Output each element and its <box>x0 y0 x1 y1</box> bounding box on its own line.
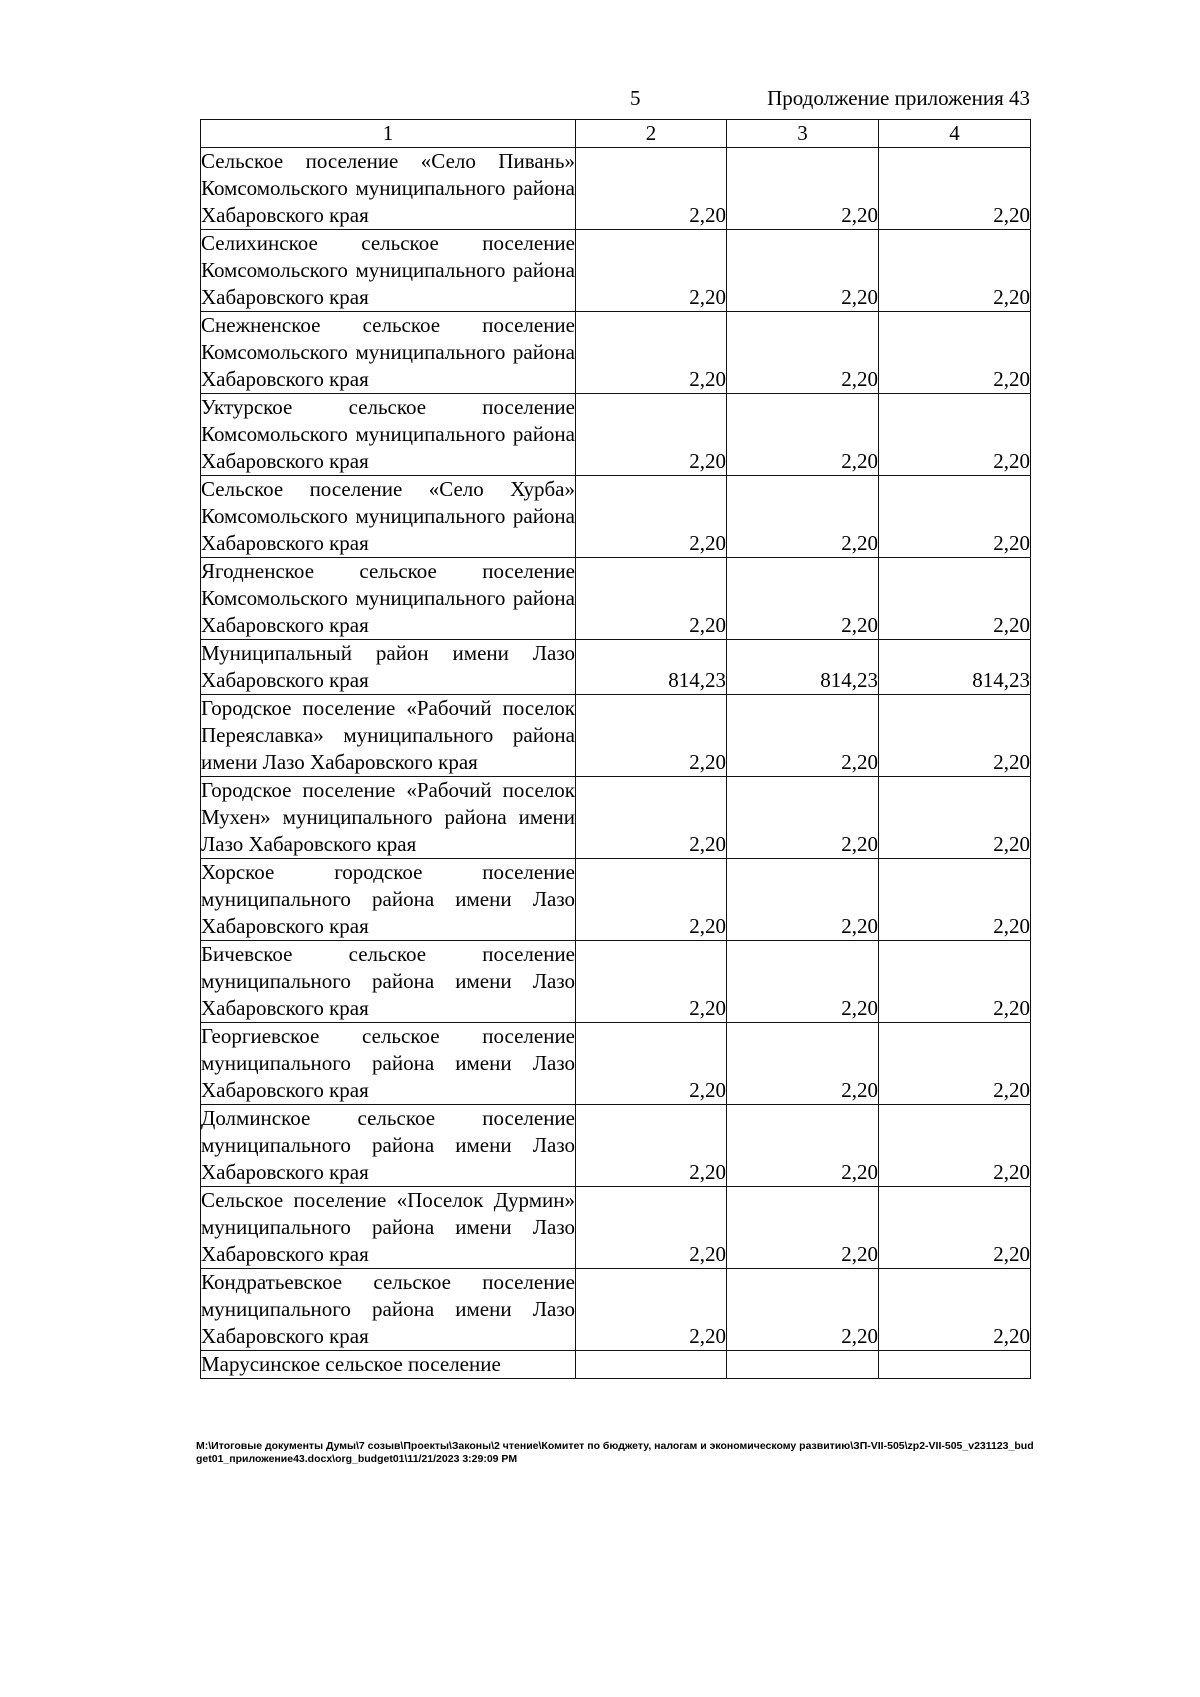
municipality-name: Муниципальный район имени Лазо Хабаровского края <box>201 640 576 695</box>
table-row <box>201 941 1031 1023</box>
value-col-3: 2,20 <box>727 148 879 230</box>
value-col-4: 2,20 <box>879 1023 1031 1105</box>
municipality-name: Долминское сельское поселение муниципального района имени Лазо Хабаровского края <box>201 1105 576 1187</box>
value-col-2: 2,20 <box>576 312 727 394</box>
appendix-table <box>200 119 1031 1379</box>
page-header <box>200 84 1030 112</box>
column-header-4: 4 <box>879 120 1031 148</box>
value-col-2: 2,20 <box>576 1269 727 1351</box>
table-row <box>201 476 1031 558</box>
value-col-3 <box>727 1351 879 1379</box>
value-col-2: 2,20 <box>576 1023 727 1105</box>
table-row <box>201 1351 1031 1379</box>
table-row <box>201 695 1031 777</box>
value-col-4: 2,20 <box>879 1105 1031 1187</box>
table-row <box>201 558 1031 640</box>
table-row <box>201 148 1031 230</box>
value-col-4: 2,20 <box>879 1187 1031 1269</box>
value-col-4: 2,20 <box>879 476 1031 558</box>
value-col-3: 2,20 <box>727 777 879 859</box>
value-col-2: 2,20 <box>576 859 727 941</box>
column-header-3: 3 <box>727 120 879 148</box>
continuation-title: Продолжение приложения 43 <box>767 86 1030 110</box>
municipality-name: Уктурское сельское поселение Комсомольского муниципального района Хабаровского края <box>201 394 576 476</box>
value-col-4: 2,20 <box>879 558 1031 640</box>
table-row <box>201 1269 1031 1351</box>
value-col-3: 2,20 <box>727 1105 879 1187</box>
table-row <box>201 312 1031 394</box>
page-number: 5 <box>630 86 641 110</box>
value-col-3: 2,20 <box>727 558 879 640</box>
value-col-3: 2,20 <box>727 941 879 1023</box>
table-row <box>201 640 1031 695</box>
value-col-4: 2,20 <box>879 148 1031 230</box>
municipality-name: Сельское поселение «Поселок Дурмин» муниципального района имени Лазо Хабаровского края <box>201 1187 576 1269</box>
value-col-2: 2,20 <box>576 558 727 640</box>
value-col-2: 2,20 <box>576 1187 727 1269</box>
municipality-name: Селихинское сельское поселение Комсомольского муниципального района Хабаровского края <box>201 230 576 312</box>
value-col-3: 2,20 <box>727 230 879 312</box>
table-row <box>201 230 1031 312</box>
value-col-4: 2,20 <box>879 695 1031 777</box>
value-col-2: 2,20 <box>576 230 727 312</box>
value-col-2 <box>576 1351 727 1379</box>
value-col-3: 2,20 <box>727 1187 879 1269</box>
municipality-name: Кондратьевское сельское поселение муниципального района имени Лазо Хабаровского края <box>201 1269 576 1351</box>
value-col-2: 2,20 <box>576 941 727 1023</box>
table-body <box>201 148 1031 1379</box>
value-col-3: 2,20 <box>727 859 879 941</box>
value-col-3: 2,20 <box>727 312 879 394</box>
municipality-name: Марусинское сельское поселение <box>201 1351 576 1379</box>
value-col-2: 2,20 <box>576 695 727 777</box>
column-header-2: 2 <box>576 120 727 148</box>
column-header-1: 1 <box>201 120 576 148</box>
municipality-name: Городское поселение «Рабочий поселок Мухен» муниципального района имени Лазо Хабаровского края <box>201 777 576 859</box>
municipality-name: Сельское поселение «Село Пивань» Комсомольского муниципального района Хабаровского края <box>201 148 576 230</box>
value-col-3: 2,20 <box>727 695 879 777</box>
table-row <box>201 777 1031 859</box>
value-col-3: 2,20 <box>727 394 879 476</box>
value-col-2: 2,20 <box>576 394 727 476</box>
municipality-name: Георгиевское сельское поселение муниципального района имени Лазо Хабаровского края <box>201 1023 576 1105</box>
municipality-name: Снежненское сельское поселение Комсомольского муниципального района Хабаровского края <box>201 312 576 394</box>
value-col-3: 2,20 <box>727 1023 879 1105</box>
document-file-path: M:\Итоговые документы Думы\7 созыв\Проекты\Законы\2 чтение\Комитет по бюджету, налогам и экономическому развитию\ЗП-VII-505\zp2-VII-505_v231123_budget01_приложение43.docx\org_budget01\11/21/2023 3:29:09 PM <box>196 1440 1034 1465</box>
value-col-3: 2,20 <box>727 1269 879 1351</box>
value-col-4: 2,20 <box>879 941 1031 1023</box>
value-col-2: 2,20 <box>576 148 727 230</box>
municipality-name: Хорское городское поселение муниципального района имени Лазо Хабаровского края <box>201 859 576 941</box>
value-col-3: 814,23 <box>727 640 879 695</box>
value-col-4: 2,20 <box>879 230 1031 312</box>
table-row <box>201 1105 1031 1187</box>
value-col-4: 2,20 <box>879 312 1031 394</box>
table-row <box>201 1187 1031 1269</box>
table-row <box>201 1023 1031 1105</box>
value-col-4: 2,20 <box>879 859 1031 941</box>
column-header-row <box>201 120 1031 148</box>
municipality-name: Сельское поселение «Село Хурба» Комсомольского муниципального района Хабаровского края <box>201 476 576 558</box>
table-row <box>201 394 1031 476</box>
value-col-4: 2,20 <box>879 1269 1031 1351</box>
municipality-name: Городское поселение «Рабочий поселок Переяславка» муниципального района имени Лазо Хабаровского края <box>201 695 576 777</box>
municipality-name: Бичевское сельское поселение муниципального района имени Лазо Хабаровского края <box>201 941 576 1023</box>
value-col-2: 2,20 <box>576 1105 727 1187</box>
value-col-2: 2,20 <box>576 777 727 859</box>
value-col-4: 2,20 <box>879 777 1031 859</box>
value-col-4 <box>879 1351 1031 1379</box>
value-col-2: 814,23 <box>576 640 727 695</box>
value-col-2: 2,20 <box>576 476 727 558</box>
municipality-name: Ягодненское сельское поселение Комсомольского муниципального района Хабаровского края <box>201 558 576 640</box>
value-col-4: 814,23 <box>879 640 1031 695</box>
table-row <box>201 859 1031 941</box>
value-col-3: 2,20 <box>727 476 879 558</box>
value-col-4: 2,20 <box>879 394 1031 476</box>
